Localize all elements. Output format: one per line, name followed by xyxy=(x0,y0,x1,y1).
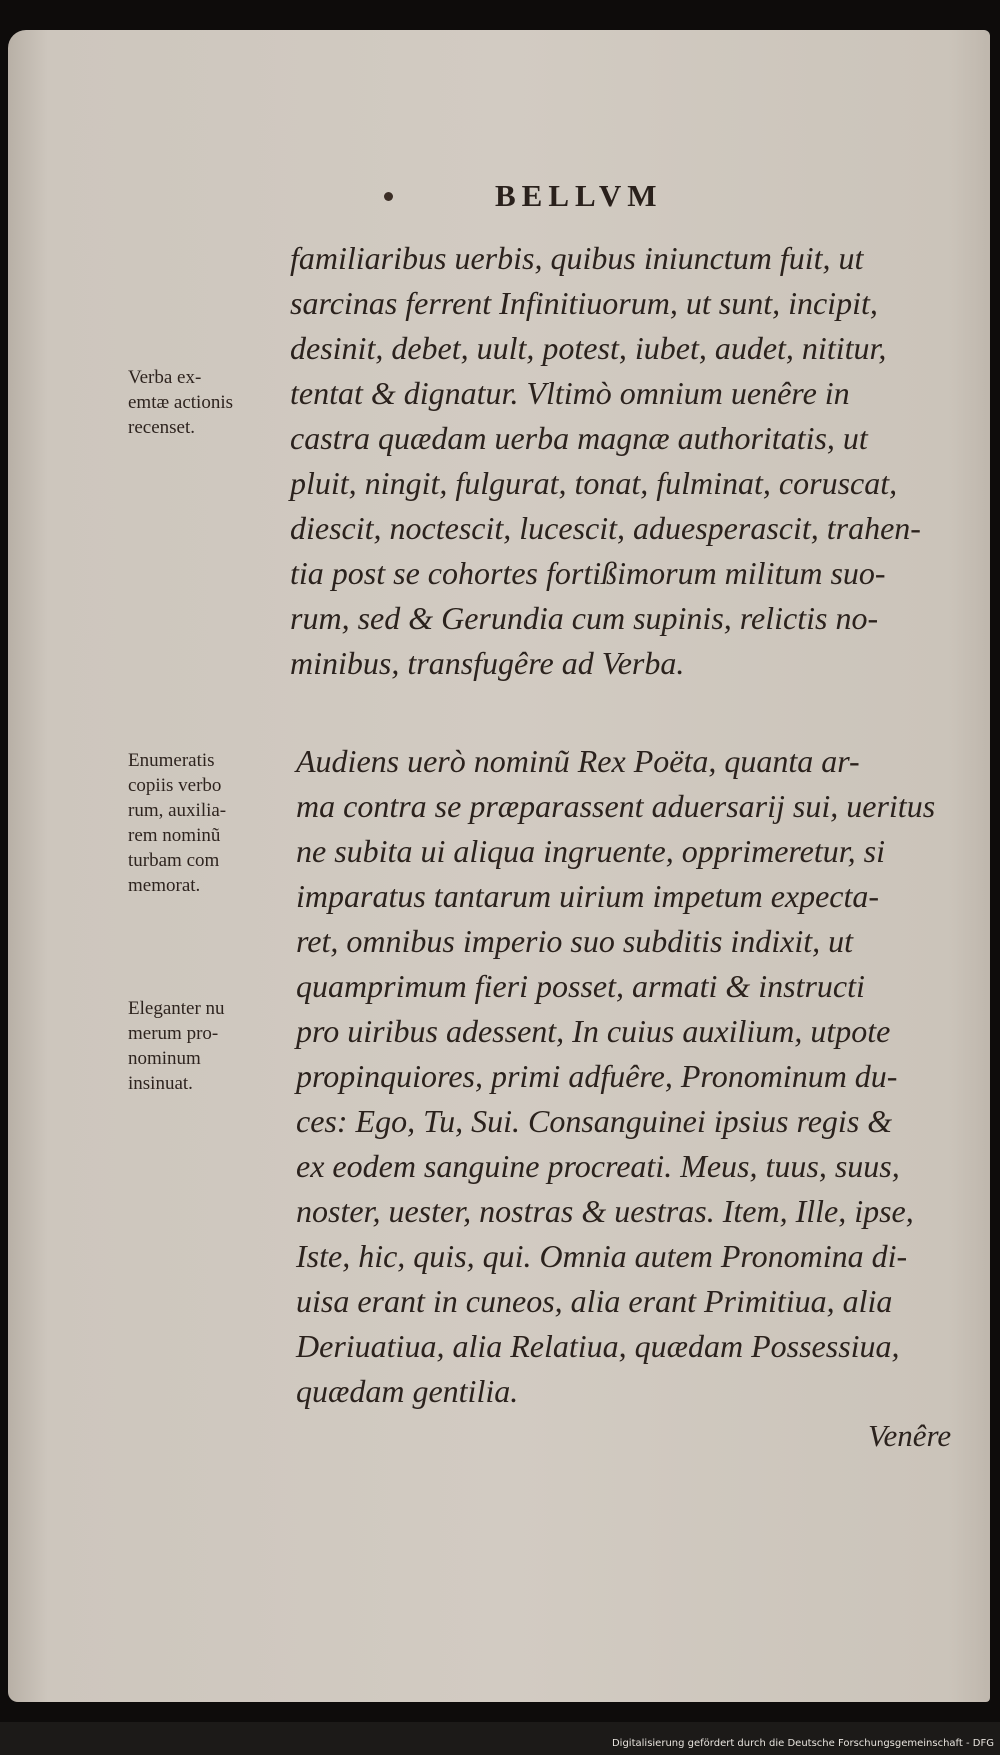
text-line: minibus, transfugêre ad Verba. xyxy=(290,645,685,681)
margin-note-line: emtæ actionis xyxy=(128,392,234,413)
text-line: tia post se cohortes fortißimorum militum suo- xyxy=(290,555,886,591)
text-line: ne subita ui aliqua ingruente, opprimeretur, si xyxy=(296,833,886,869)
text-line: tentat & dignatur. Vltimò omnium uenêre in xyxy=(290,375,850,411)
margin-note-line: insinuat. xyxy=(128,1073,193,1094)
text-line: pro uiribus adessent, In cuius auxilium, utpote xyxy=(296,1013,891,1049)
text-line: quamprimum fieri posset, armati & instructi xyxy=(296,968,865,1004)
margin-note-line: turbam com xyxy=(128,850,220,871)
text-line: diescit, noctescit, lucescit, aduesperascit, trahen- xyxy=(290,510,921,546)
margin-note-line: Enumeratis xyxy=(128,750,215,771)
margin-note-line: Eleganter nu xyxy=(128,998,225,1019)
text-line: ex eodem sanguine procreati. Meus, tuus, suus, xyxy=(296,1148,900,1184)
paragraph-2 xyxy=(296,739,996,1414)
text-line: familiaribus uerbis, quibus iniunctum fuit, ut xyxy=(290,240,864,276)
margin-note-line: rem nominũ xyxy=(128,825,221,846)
margin-note-line: Verba ex- xyxy=(128,367,202,388)
text-line: noster, uester, nostras & uestras. Item, Ille, ipse, xyxy=(296,1193,914,1229)
text-line: ma contra se præparassent aduersarij sui, ueritus xyxy=(296,788,936,824)
text-line: desinit, debet, uult, potest, iubet, audet, nititur, xyxy=(290,330,887,366)
margin-note-line: recenset. xyxy=(128,417,195,438)
main-text xyxy=(290,236,980,1409)
text-line: imparatus tantarum uirium impetum expecta- xyxy=(296,878,880,914)
text-line: sarcinas ferrent Infinitiuorum, ut sunt, incipit, xyxy=(290,285,878,321)
margin-note-3 xyxy=(128,996,225,1096)
text-line: Deriuatiua, alia Relatiua, quædam Possessiua, xyxy=(296,1328,900,1364)
header-ornament-dot xyxy=(384,192,393,201)
text-line: Audiens uerò nominũ Rex Poëta, quanta ar- xyxy=(296,743,860,779)
margin-note-line: memorat. xyxy=(128,875,201,896)
margin-note-line: copiis verbo xyxy=(128,775,222,796)
running-header xyxy=(0,178,1000,218)
margin-note-1 xyxy=(128,365,233,440)
margin-note-2 xyxy=(128,748,226,898)
margin-note-line: merum pro- xyxy=(128,1023,219,1044)
catchword: Venêre xyxy=(868,1418,952,1453)
text-line: Iste, hic, quis, qui. Omnia autem Pronomina di- xyxy=(296,1238,908,1274)
text-line: castra quædam uerba magnæ authoritatis, ut xyxy=(290,420,868,456)
text-line: quædam gentilia. xyxy=(296,1373,519,1409)
paragraph-1 xyxy=(290,236,980,686)
text-line: uisa erant in cuneos, alia erant Primitiua, alia xyxy=(296,1283,893,1319)
margin-note-line: rum, auxilia- xyxy=(128,800,227,821)
text-line: propinquiores, primi adfuêre, Pronominum du- xyxy=(296,1058,898,1094)
text-line: ces: Ego, Tu, Sui. Consanguinei ipsius regis & xyxy=(296,1103,893,1139)
text-line: ret, omnibus imperio suo subditis indixit, ut xyxy=(296,923,854,959)
margin-note-line: nominum xyxy=(128,1048,201,1069)
page-title: BELLVM xyxy=(495,178,663,213)
text-line: rum, sed & Gerundia cum supinis, relictis no- xyxy=(290,600,879,636)
text-line: pluit, ningit, fulgurat, tonat, fulminat, coruscat, xyxy=(290,465,898,501)
digitization-credit: Digitalisierung gefördert durch die Deutsche Forschungsgemeinschaft - DFG xyxy=(611,1738,994,1749)
